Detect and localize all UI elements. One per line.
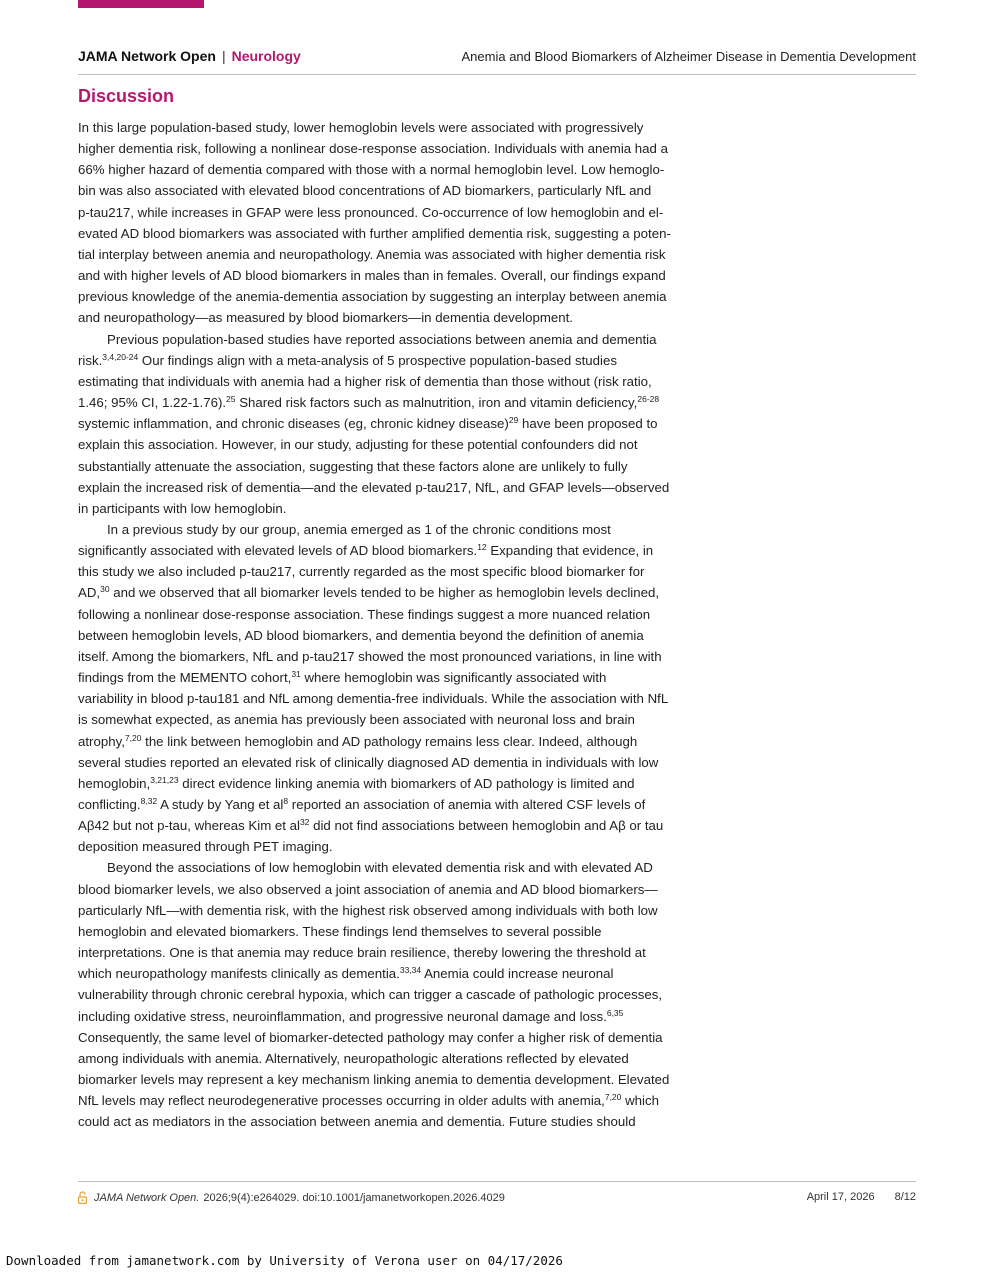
citation-reference: 31 <box>291 669 301 680</box>
text-segment: hemoglobin, <box>78 775 151 791</box>
header-separator: | <box>221 48 226 64</box>
text-line <box>78 1006 650 1027</box>
page-number: 8/12 <box>894 1191 916 1203</box>
text-segment: Shared risk factors such as malnutrition, iron and vitamin deficiency, <box>235 395 638 411</box>
journal-title: JAMA Network Open <box>78 48 216 64</box>
text-line <box>78 963 650 984</box>
text-line <box>78 731 650 752</box>
text-line: several studies reported an elevated risk of clinically diagnosed AD dementia in individuals with low <box>78 754 659 770</box>
page-header <box>78 46 916 75</box>
text-segment: did not find associations between hemoglobin and Aβ or tau <box>309 818 664 834</box>
text-line: In a previous study by our group, anemia emerged as 1 of the chronic conditions most <box>107 521 611 537</box>
text-line: previous knowledge of the anemia-dementia association by suggesting an interplay between anemia <box>78 289 667 305</box>
text-line <box>78 815 664 836</box>
text-segment: findings from the MEMENTO cohort, <box>78 670 292 686</box>
text-segment: atrophy, <box>78 733 125 749</box>
article-body <box>78 117 671 1133</box>
text-line <box>78 350 650 371</box>
text-segment: Our findings align with a meta-analysis of 5 prospective population-based studies <box>138 352 617 368</box>
text-segment: Expanding that evidence, in <box>486 543 654 559</box>
text-line <box>78 540 654 561</box>
text-line: interpretations. One is that anemia may reduce brain resilience, thereby lowering the threshold at <box>78 945 646 961</box>
paragraph <box>78 519 669 858</box>
text-segment: systemic inflammation, and chronic diseases (eg, chronic kidney disease) <box>78 416 509 432</box>
citation-reference: 3,21,23 <box>150 774 179 785</box>
text-line: biomarker levels may represent a key mechanism linking anemia to dementia development. Elevated <box>78 1072 670 1088</box>
text-line: higher dementia risk, following a nonlinear dose-response association. Individuals with anemia had a <box>78 141 668 157</box>
text-line <box>78 773 650 794</box>
footer-meta <box>807 1191 916 1203</box>
publication-date: April 17, 2026 <box>806 1191 875 1203</box>
citation-reference: 32 <box>299 817 310 828</box>
text-line: In this large population-based study, lower hemoglobin levels were associated with progressively <box>78 120 644 135</box>
text-line: following a nonlinear dose-response association. These findings suggest a more nuanced relation <box>78 606 651 622</box>
text-line: and neuropathology—as measured by blood biomarkers—in dementia development. <box>78 310 573 326</box>
text-line: explain this association. However, in our study, adjusting for these potential confounders did not <box>78 437 638 453</box>
text-line <box>78 794 650 815</box>
citation-reference: 12 <box>477 542 487 553</box>
text-segment: have been proposed to <box>518 416 658 432</box>
text-segment: which <box>621 1093 659 1109</box>
text-line: particularly NfL—with dementia risk, with the highest risk observed among individuals with both low <box>78 902 658 918</box>
text-line: among individuals with anemia. Alternatively, neuropathologic alterations reflected by elevated <box>78 1050 629 1066</box>
citation-reference: 8 <box>283 796 289 806</box>
text-line: is somewhat expected, as anemia has previously been associated with neuronal loss and brain <box>78 712 635 728</box>
section-heading: Discussion <box>78 86 175 106</box>
text-line: Consequently, the same level of biomarker-detected pathology may confer a higher risk of dementia <box>78 1029 663 1045</box>
text-segment: which neuropathology manifests clinically as dementia. <box>78 966 400 982</box>
text-line: blood biomarker levels, we also observed a joint association of anemia and AD blood biomarkers— <box>78 881 658 897</box>
text-line: bin was also associated with elevated blood concentrations of AD biomarkers, particularly NfL and <box>78 183 652 199</box>
text-line: and with higher levels of AD blood biomarkers in males than in females. Overall, our findings expand <box>78 268 666 284</box>
footer-citation <box>78 1191 505 1204</box>
text-segment: direct evidence linking anemia with biomarkers of AD pathology is limited and <box>178 775 635 791</box>
citation-reference: 25 <box>226 394 236 405</box>
text-line: could act as mediators in the association between anemia and dementia. Future studies should <box>78 1114 636 1130</box>
text-line: variability in blood p-tau181 and NfL among dementia-free individuals. While the association with NfL <box>78 691 669 707</box>
citation-reference: 29 <box>508 415 519 426</box>
text-segment: A study by Yang et al <box>157 797 284 812</box>
text-line <box>78 667 650 688</box>
text-line: itself. Among the biomarkers, NfL and p-tau217 showed the most pronounced variations, in line with <box>78 648 662 664</box>
running-title: Anemia and Blood Biomarkers of Alzheimer Disease in Dementia Development <box>461 49 916 64</box>
text-line: tial interplay between anemia and neuropathology. Anemia was associated with higher dementia risk <box>78 246 666 262</box>
text-line <box>78 392 660 413</box>
paragraph <box>78 857 670 1132</box>
journal-section: Neurology <box>231 48 301 64</box>
text-segment: and we observed that all biomarker levels tended to be higher as hemoglobin levels declined, <box>109 585 660 601</box>
text-line: between hemoglobin levels, AD blood biomarkers, and dementia beyond the definition of anemia <box>78 627 644 643</box>
download-notice: Downloaded from jamanetwork.com by University of Verona user on 04/17/2026 <box>6 1253 563 1268</box>
text-segment: the link between hemoglobin and AD pathology remains less clear. Indeed, although <box>141 733 638 749</box>
citation-reference: 6,35 <box>606 1007 624 1018</box>
footer-doi: 2026;9(4):e264029. doi:10.1001/jamanetworkopen.2026.4029 <box>203 1191 505 1204</box>
text-segment: AD, <box>78 585 101 601</box>
text-line: estimating that individuals with anemia had a higher risk of dementia than those without (risk ratio, <box>78 373 652 389</box>
text-line <box>78 582 660 603</box>
citation-reference: 26-28 <box>637 394 660 405</box>
text-line: explain the increased risk of dementia—and the elevated p-tau217, NfL, and GFAP levels—observed <box>78 479 670 495</box>
open-access-lock-icon <box>78 1191 87 1204</box>
text-line <box>78 1090 659 1111</box>
text-line: hemoglobin and elevated biomarkers. These findings lend themselves to several possible <box>78 923 602 939</box>
text-segment: Anemia could increase neuronal <box>421 966 614 982</box>
header-accent-bar <box>78 0 204 8</box>
page-footer <box>78 1181 916 1212</box>
text-line: vulnerability through chronic cerebral hypoxia, which can trigger a cascade of pathologic processes, <box>78 987 663 1003</box>
text-line: evated AD blood biomarkers was associated with further amplified dementia risk, suggesting a poten- <box>78 225 671 241</box>
text-line: Previous population-based studies have reported associations between anemia and dementia <box>107 331 657 347</box>
citation-reference: 7,20 <box>124 732 142 743</box>
text-line: deposition measured through PET imaging. <box>78 839 333 855</box>
text-segment: significantly associated with elevated levels of AD blood biomarkers. <box>78 543 478 559</box>
citation-reference: 30 <box>100 584 110 595</box>
text-segment: including oxidative stress, neuroinflammation, and progressive neuronal damage and loss. <box>78 1008 607 1024</box>
text-segment: reported an association of anemia with altered CSF levels of <box>288 797 646 812</box>
text-segment: NfL levels may reflect neurodegenerative processes occurring in older adults with anemia, <box>78 1093 605 1109</box>
text-line: p-tau217, while increases in GFAP were less pronounced. Co-occurrence of low hemoglobin and el- <box>78 204 664 220</box>
text-segment: Aβ42 but not p-tau, whereas Kim et al <box>78 818 300 834</box>
citation-reference: 8,32 <box>140 796 158 806</box>
text-line: Beyond the associations of low hemoglobin with elevated dementia risk and with elevated AD <box>107 860 653 876</box>
citation-reference: 7,20 <box>604 1092 622 1103</box>
text-line: this study we also included p-tau217, currently regarded as the most specific blood biomarker for <box>78 564 645 580</box>
text-segment: conflicting. <box>78 797 141 812</box>
footer-journal: JAMA Network Open. <box>94 1191 200 1204</box>
citation-reference: 3,4,20-24 <box>102 351 139 362</box>
citation-reference: 33,34 <box>399 965 422 976</box>
text-segment: 1.46; 95% CI, 1.22-1.76). <box>78 395 227 411</box>
paragraph <box>78 329 670 519</box>
paragraph <box>78 117 671 329</box>
text-line <box>78 413 658 434</box>
text-line: substantially attenuate the association, suggesting that these factors alone are unlikely to fully <box>78 458 628 474</box>
text-line: 66% higher hazard of dementia compared with those with a normal hemoglobin level. Low hemoglo- <box>78 162 665 178</box>
text-segment: risk. <box>78 352 103 368</box>
text-line: in participants with low hemoglobin. <box>78 500 287 516</box>
text-segment: where hemoglobin was significantly associated with <box>300 670 607 686</box>
journal-name <box>78 48 301 64</box>
